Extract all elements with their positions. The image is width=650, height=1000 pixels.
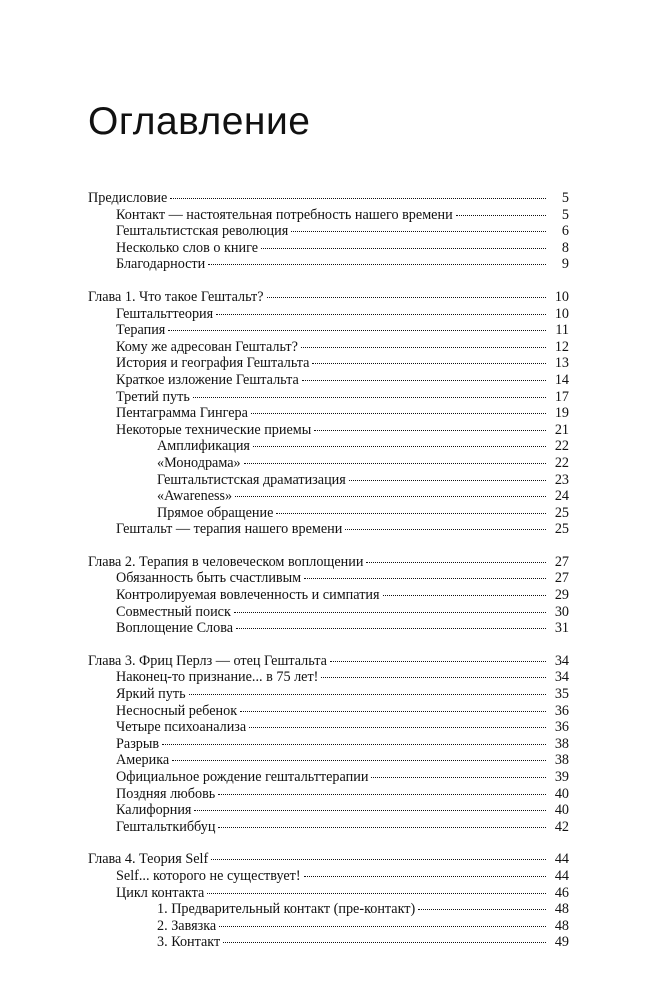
toc-entry-title: Гештальтистская драматизация xyxy=(157,471,346,488)
dot-leader xyxy=(456,215,546,216)
toc-chapter-entry[interactable] xyxy=(88,554,569,571)
toc-page-number: 10 xyxy=(554,305,569,322)
dot-leader xyxy=(321,677,546,678)
toc-entry[interactable] xyxy=(88,455,569,472)
toc-entry[interactable] xyxy=(88,472,569,489)
toc-page-number: 29 xyxy=(554,587,569,604)
toc-page-number: 17 xyxy=(554,388,569,405)
toc-entry[interactable] xyxy=(88,422,569,439)
dot-leader xyxy=(211,859,546,860)
toc-entry-title: Глава 3. Фриц Перлз — отец Гештальта xyxy=(88,652,327,669)
toc-page-number: 46 xyxy=(554,884,569,901)
toc-entry[interactable] xyxy=(88,438,569,455)
toc-entry[interactable] xyxy=(88,223,569,240)
toc-entry-title: Пентаграмма Гингера xyxy=(116,405,248,422)
dot-leader xyxy=(168,330,546,331)
toc-entry-title: Гештальткиббуц xyxy=(116,818,216,835)
dot-leader xyxy=(208,264,546,265)
toc-entry-title: Прямое обращение xyxy=(157,504,274,521)
toc-page-number: 13 xyxy=(554,355,569,372)
toc-page-number: 36 xyxy=(554,702,569,719)
toc-entry[interactable] xyxy=(88,901,569,918)
dot-leader xyxy=(223,942,546,943)
toc-page-number: 34 xyxy=(554,669,569,686)
dot-leader xyxy=(249,727,546,728)
dot-leader xyxy=(218,794,546,795)
toc-entry[interactable] xyxy=(88,669,569,686)
toc-entry[interactable] xyxy=(88,769,569,786)
toc-entry[interactable] xyxy=(88,306,569,323)
toc-entry[interactable] xyxy=(88,587,569,604)
toc-entry-title: «Монодрама» xyxy=(157,454,241,471)
toc-entry-title: Яркий путь xyxy=(116,686,186,703)
toc-entry-title: Калифорния xyxy=(116,802,192,819)
dot-leader xyxy=(170,198,546,199)
toc-entry[interactable] xyxy=(88,934,569,951)
toc-entry[interactable] xyxy=(88,918,569,935)
toc-entry[interactable] xyxy=(88,505,569,522)
toc-page-number: 24 xyxy=(554,488,569,505)
table-of-contents xyxy=(88,190,569,967)
toc-section xyxy=(88,851,569,951)
dot-leader xyxy=(267,297,546,298)
toc-entry[interactable] xyxy=(88,240,569,257)
toc-page-number: 10 xyxy=(554,288,569,305)
dot-leader xyxy=(304,578,546,579)
toc-page-number: 6 xyxy=(561,223,569,240)
dot-leader xyxy=(189,694,546,695)
dot-leader xyxy=(418,909,546,910)
toc-entry-title: Краткое изложение Гештальта xyxy=(116,371,299,388)
toc-entry-title: Гештальттеория xyxy=(116,305,214,322)
dot-leader xyxy=(304,876,546,877)
toc-page-number: 22 xyxy=(554,454,569,471)
toc-entry-title: Гештальт — терапия нашего времени xyxy=(116,521,343,538)
toc-entry[interactable] xyxy=(88,389,569,406)
toc-entry[interactable] xyxy=(88,885,569,902)
toc-page-number: 35 xyxy=(554,686,569,703)
toc-entry[interactable] xyxy=(88,405,569,422)
toc-entry-title: Официальное рождение гештальттерапии xyxy=(116,769,369,785)
toc-page-number: 5 xyxy=(561,206,569,223)
toc-entry[interactable] xyxy=(88,207,569,224)
dot-leader xyxy=(244,463,546,464)
dot-leader xyxy=(276,513,546,514)
page-title: Оглавление xyxy=(88,100,311,143)
dot-leader xyxy=(251,413,546,414)
toc-section xyxy=(88,289,569,538)
toc-entry[interactable] xyxy=(88,355,569,372)
toc-entry[interactable] xyxy=(88,868,569,885)
toc-entry-title: 2. Завязка xyxy=(157,917,217,934)
toc-page-number: 25 xyxy=(554,521,569,538)
toc-entry[interactable] xyxy=(88,372,569,389)
toc-entry[interactable] xyxy=(88,786,569,803)
toc-chapter-entry[interactable] xyxy=(88,653,569,670)
toc-chapter-entry[interactable] xyxy=(88,851,569,868)
dot-leader xyxy=(193,397,546,398)
toc-page-number: 44 xyxy=(554,867,569,884)
toc-page-number: 48 xyxy=(554,901,569,918)
toc-entry-title: Терапия xyxy=(116,322,166,339)
dot-leader xyxy=(302,380,546,381)
toc-entry-title: Амплификация xyxy=(157,438,250,455)
dot-leader xyxy=(194,810,546,811)
toc-entry-title: Несносный ребенок xyxy=(116,702,238,719)
toc-entry-title: Глава 2. Терапия в человеческом воплощении xyxy=(88,553,364,570)
toc-page-number: 8 xyxy=(561,239,569,256)
dot-leader xyxy=(172,760,546,761)
toc-page-number: 27 xyxy=(554,553,569,570)
toc-page-number: 11 xyxy=(555,322,569,339)
toc-entry-title: Воплощение Слова xyxy=(116,620,234,637)
dot-leader xyxy=(219,926,546,927)
toc-entry-title: Третий путь xyxy=(116,388,190,405)
toc-chapter-entry[interactable] xyxy=(88,190,569,207)
toc-page-number: 31 xyxy=(554,620,569,637)
toc-page-number: 40 xyxy=(554,785,569,802)
toc-entry[interactable] xyxy=(88,604,569,621)
toc-entry[interactable] xyxy=(88,620,569,637)
toc-page-number: 12 xyxy=(554,338,569,355)
dot-leader xyxy=(236,628,546,629)
dot-leader xyxy=(349,480,546,481)
dot-leader xyxy=(235,496,546,497)
dot-leader xyxy=(234,612,546,613)
toc-page-number: 36 xyxy=(554,719,569,736)
toc-entry[interactable] xyxy=(88,488,569,505)
toc-page-number: 44 xyxy=(554,851,569,868)
toc-page-number: 19 xyxy=(554,405,569,422)
dot-leader xyxy=(330,661,546,662)
toc-page-number: 39 xyxy=(554,769,569,785)
dot-leader xyxy=(162,744,546,745)
toc-entry[interactable] xyxy=(88,339,569,356)
dot-leader xyxy=(253,446,546,447)
dot-leader xyxy=(383,595,546,596)
toc-page-number: 23 xyxy=(554,471,569,488)
toc-entry-title: 3. Контакт xyxy=(157,934,221,951)
dot-leader xyxy=(312,363,546,364)
toc-entry-title: Некоторые технические приемы xyxy=(116,421,312,438)
toc-page-number: 14 xyxy=(554,371,569,388)
toc-entry[interactable] xyxy=(88,752,569,769)
toc-entry-title: Поздняя любовь xyxy=(116,785,216,802)
toc-entry[interactable] xyxy=(88,686,569,703)
toc-page-number: 21 xyxy=(554,421,569,438)
toc-entry-title: Благодарности xyxy=(116,256,206,273)
toc-entry-title: Наконец-то признание... в 75 лет! xyxy=(116,669,319,686)
toc-entry-title: Глава 4. Теория Self xyxy=(88,851,209,868)
dot-leader xyxy=(301,347,546,348)
toc-entry[interactable] xyxy=(88,802,569,819)
toc-entry[interactable] xyxy=(88,256,569,273)
dot-leader xyxy=(218,827,546,828)
toc-entry[interactable] xyxy=(88,719,569,736)
toc-page-number: 34 xyxy=(554,652,569,669)
toc-entry-title: Гештальтистская революция xyxy=(116,223,289,240)
toc-page-number: 9 xyxy=(561,256,569,273)
toc-page-number: 30 xyxy=(554,603,569,620)
toc-entry[interactable] xyxy=(88,322,569,339)
toc-entry[interactable] xyxy=(88,703,569,720)
toc-entry-title: Контролируемая вовлеченность и симпатия xyxy=(116,587,380,604)
toc-entry-title: История и география Гештальта xyxy=(116,355,310,372)
toc-entry-title: Self... которого не существует! xyxy=(116,867,301,884)
toc-page-number: 49 xyxy=(554,934,569,951)
toc-entry-title: Несколько слов о книге xyxy=(116,239,258,256)
dot-leader xyxy=(371,777,546,778)
toc-page-number: 40 xyxy=(554,802,569,819)
toc-page-number: 27 xyxy=(554,570,569,587)
toc-entry-title: Кому же адресован Гештальт? xyxy=(116,338,298,355)
toc-entry[interactable] xyxy=(88,736,569,753)
toc-page-number: 42 xyxy=(554,818,569,835)
toc-entry-title: Контакт — настоятельная потребность нашего времени xyxy=(116,206,453,223)
toc-entry-title: Разрыв xyxy=(116,735,160,752)
dot-leader xyxy=(216,314,546,315)
toc-section xyxy=(88,190,569,273)
toc-page-number: 38 xyxy=(554,735,569,752)
dot-leader xyxy=(366,562,546,563)
toc-section xyxy=(88,554,569,637)
toc-entry[interactable] xyxy=(88,570,569,587)
toc-entry-title: 1. Предварительный контакт (пре-контакт) xyxy=(157,901,416,918)
toc-entry-title: Совместный поиск xyxy=(116,603,231,620)
dot-leader xyxy=(207,893,546,894)
toc-entry-title: Предисловие xyxy=(88,190,168,206)
dot-leader xyxy=(261,248,546,249)
dot-leader xyxy=(314,430,546,431)
toc-entry-title: Америка xyxy=(116,752,170,769)
toc-section xyxy=(88,653,569,836)
dot-leader xyxy=(240,711,546,712)
toc-page-number: 25 xyxy=(554,504,569,521)
toc-entry-title: «Awareness» xyxy=(157,488,233,505)
toc-entry-title: Обязанность быть счастливым xyxy=(116,570,302,587)
toc-page-number: 48 xyxy=(554,917,569,934)
dot-leader xyxy=(345,529,546,530)
toc-page-number: 38 xyxy=(554,752,569,769)
toc-entry[interactable] xyxy=(88,521,569,538)
toc-page-number: 22 xyxy=(554,438,569,455)
toc-entry-title: Глава 1. Что такое Гештальт? xyxy=(88,288,264,305)
toc-chapter-entry[interactable] xyxy=(88,289,569,306)
toc-page-number: 5 xyxy=(561,190,569,206)
dot-leader xyxy=(291,231,546,232)
toc-entry-title: Цикл контакта xyxy=(116,884,205,901)
toc-entry-title: Четыре психоанализа xyxy=(116,719,247,736)
toc-entry[interactable] xyxy=(88,819,569,836)
